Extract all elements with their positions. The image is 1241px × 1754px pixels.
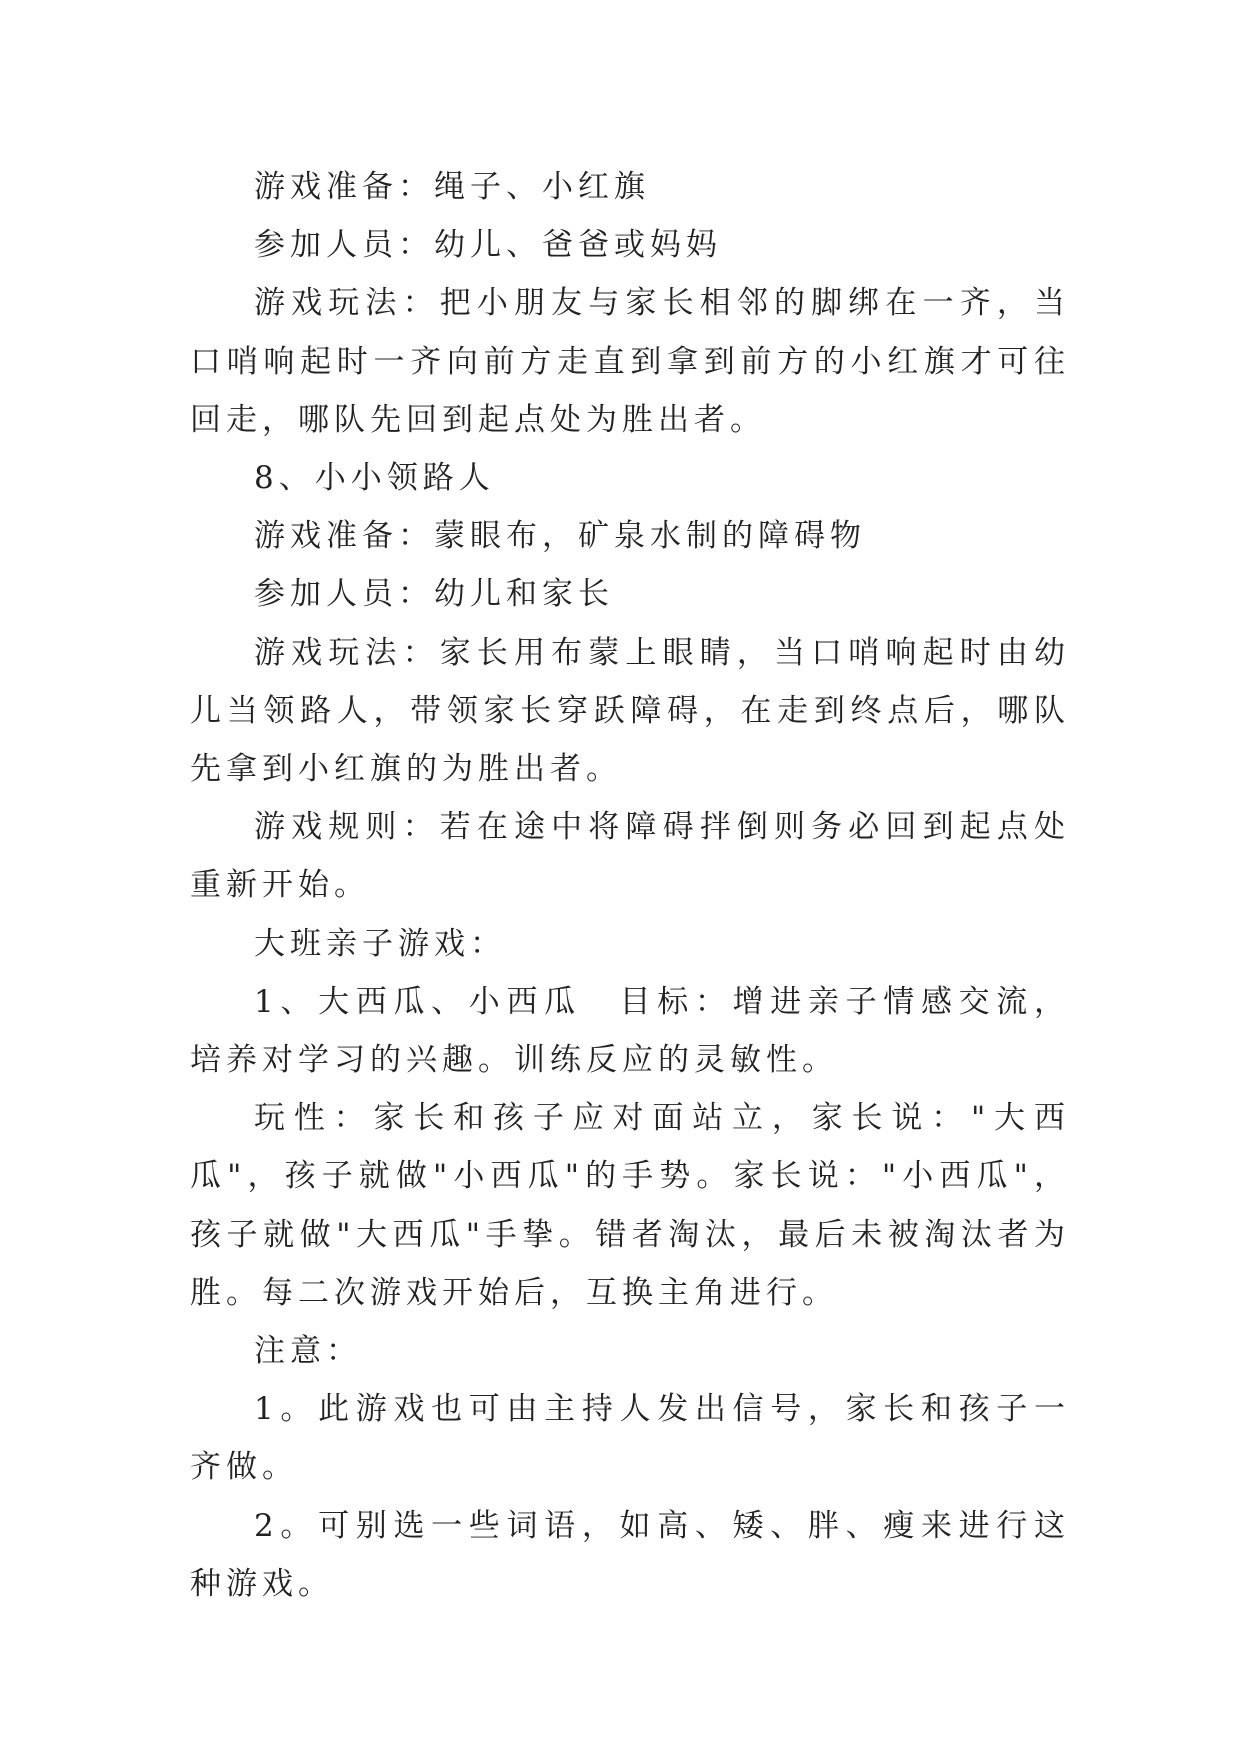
section-heading-senior-class: 大班亲子游戏： (254, 925, 506, 962)
paragraph-game-prep-1: 游戏准备：绳子、小红旗 (254, 169, 650, 205)
paragraph-watermelon-play: 玩性：家长和孩子应对面站立，家长说："大西瓜"，孩子就做"小西瓜"的手势。家长说："小西瓜"，孩子就做"大西瓜"手挚。错者淘汰，最后未被淘汰者为胜。每二次游戏开始后，互换主角进行。 (190, 1100, 1070, 1311)
paragraph-note-1: 1。此游戏也可由主持人发出信号，家长和孩子一齐做。 (190, 1391, 1070, 1486)
paragraph-game-rules: 游戏规则：若在途中将障碍拌倒则务必回到起点处重新开始。 (190, 809, 1070, 904)
paragraph-note-2: 2。可别选一些词语，如高、矮、胖、瘦来进行这种游戏。 (190, 1507, 1070, 1602)
paragraph-participants-2: 参加人员：幼儿和家长 (254, 576, 614, 613)
section-heading-little-guide: 8、小小领路人 (254, 460, 495, 497)
paragraph-participants-1: 参加人员：幼儿、爸爸或妈妈 (254, 227, 722, 264)
document-body (190, 158, 1070, 1613)
paragraph-gameplay-1: 游戏玩法：把小朋友与家长相邻的脚绑在一齐，当口哨响起时一齐向前方走直到拿到前方的小红旗才可往回走，哪队先回到起点处为胜出者。 (190, 285, 1070, 438)
paragraph-game-prep-2: 游戏准备：蒙眼布，矿泉水制的障碍物 (254, 518, 866, 555)
paragraph-gameplay-2: 游戏玩法：家长用布蒙上眼睛，当口哨响起时由幼儿当领路人，带领家长穿跃障碍，在走到终点后，哪队先拿到小红旗的为胜出者。 (190, 634, 1070, 788)
paragraph-watermelon-goal: 1、大西瓜、小西瓜 目标：增进亲子情感交流，培养对学习的兴趣。训练反应的灵敏性。 (190, 983, 1070, 1079)
paragraph-notes-heading: 注意： (254, 1333, 362, 1370)
